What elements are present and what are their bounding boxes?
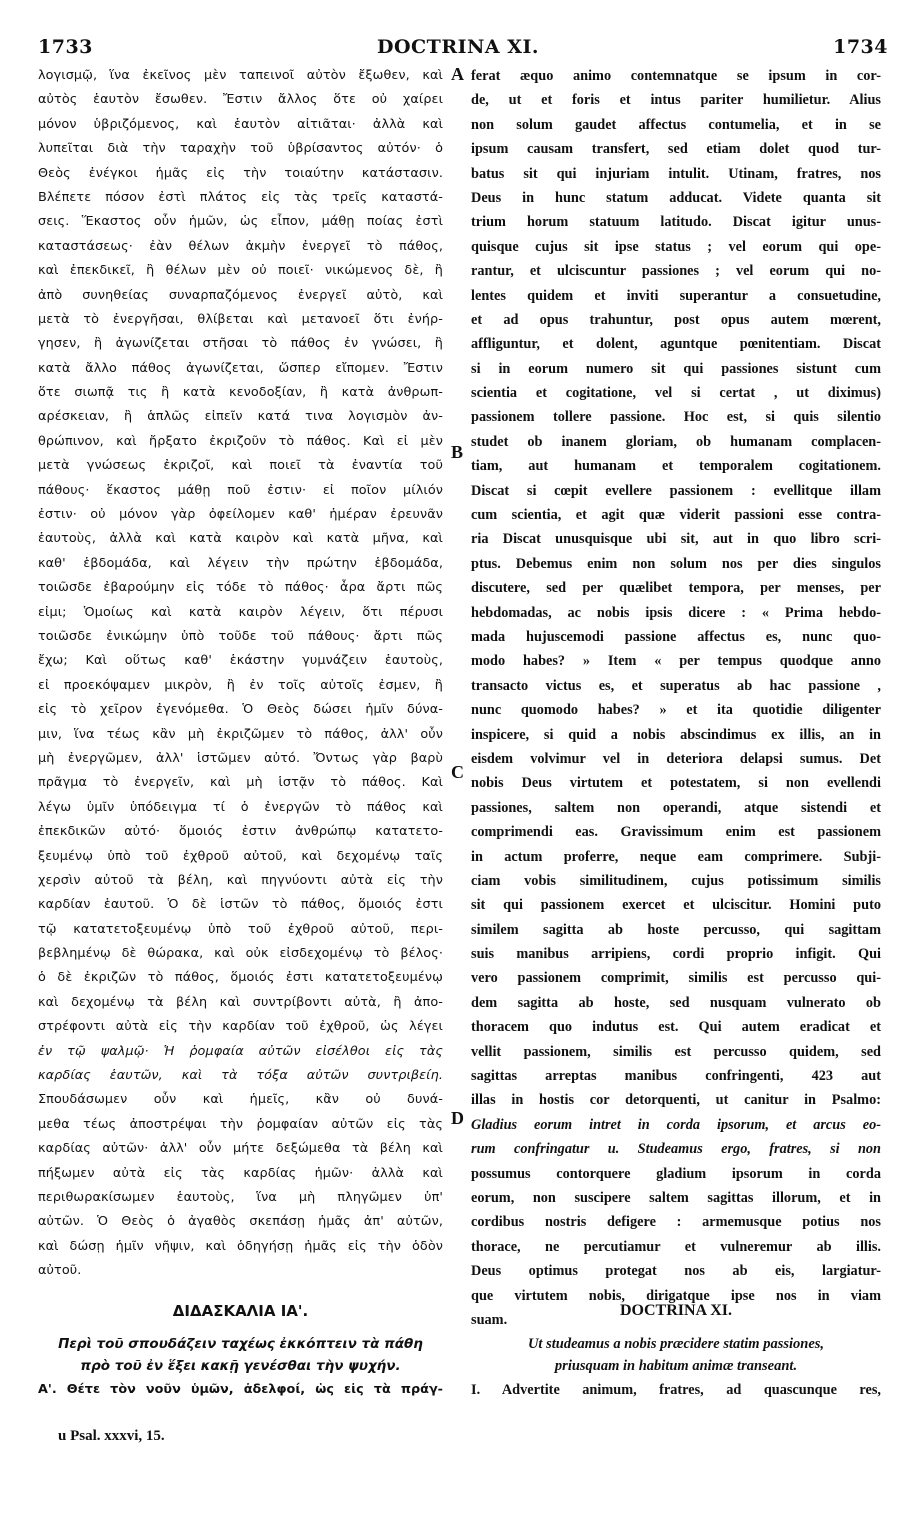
greek-text-line: αὐτοῦ. (38, 1263, 82, 1279)
greek-column (38, 64, 443, 1284)
greek-text-line: σεις. Ἕκαστος οὖν ἡμῶν, ὡς εἶπον, μάθῃ ποίας ἐστὶ (38, 214, 443, 230)
latin-text-line: cordibus nostris defigere : armemusque potius nos (471, 1214, 881, 1231)
greek-text-line: ἐπεκδικῶν αὐτό· ὅμοιός ἐστιν ἀνθρώπῳ κατατετο- (38, 824, 443, 840)
latin-section-title: DOCTRINA XI. (619, 1302, 732, 1319)
greek-section-subtitle-2: πρὸ τοῦ ἐν ἕξει κακῇ γενέσθαι τὴν ψυχήν. (80, 1358, 401, 1374)
latin-text-line: quisque cujus sit ipse status ; vel eorum qui ope- (471, 238, 881, 255)
latin-text-line: similem sagitta ab hoste percusso, qui sagittam (471, 921, 881, 938)
greek-text-line: θρώπινον, καὶ ἤρξατο ἐκριζοῦν τὸ πάθος. Καὶ εἰ μὲν (38, 433, 443, 449)
latin-text-line: thoracem quo indutus est. Qui autem eradicat et (471, 1019, 881, 1036)
latin-text-line: batus sit qui injuriam intulit. Utinam, fratres, nos (471, 165, 881, 182)
latin-text-line: mada hujuscemodi passione affectus es, nunc quo- (471, 628, 881, 645)
latin-text-line: transacto victus es, et superatus ab hac passione , (471, 677, 881, 694)
greek-section-first-line: Α'. Θέτε τὸν νοῦν ὑμῶν, ἀδελφοί, ὡς εἰς τὰ πράγ- (38, 1382, 443, 1397)
greek-text-line: στρέφοντι αὐτὰ εἰς τὴν καρδίαν τοῦ ἐχθροῦ, ὡς λέγει (38, 1019, 443, 1035)
greek-text-line: καρδίας αὐτῶν· ἀλλ' οὖν μήτε δεξώμεθα τὰ βέλη καὶ (38, 1141, 443, 1157)
latin-text-line: comprimendi eas. Gravissimum enim est passionem (471, 824, 881, 841)
latin-text-line: ria Discat unusquisque ubi sit, aut in quo libro scri- (471, 531, 881, 548)
latin-text-line: que virtutem nobis, dirigatque ipse nos in viam (471, 1287, 881, 1304)
greek-text-line: μετὰ γνώσεως ἐκριζοῖ, καὶ ποιεῖ τὰ ἐναντία τοῦ (38, 458, 443, 474)
greek-text-line: πήξωμεν αὐτὰ εἰς τὰς καρδίας ἡμῶν· ἀλλὰ καὶ (38, 1165, 443, 1181)
greek-text-line: χερσὶν αὐτοῦ τὰ βέλη, καὶ πηγνύοντι αὐτὰ εἰς τὴν (38, 872, 443, 888)
greek-text-line: κατὰ ἄλλο πάθος ἀγωνίζεται, ὥσπερ εἴπομεν. Ἔστιν (38, 360, 443, 376)
greek-text-line: μὴ ἐνεργῶμεν, ἀλλ' ἱστῶμεν αὐτό. Ὄντως γὰρ βαρὺ (38, 750, 443, 766)
latin-text-line: rum confringatur u. Studeamus ergo, fratres, si non (471, 1141, 881, 1158)
greek-text-line: ὁ δὲ ἐκριζῶν τὸ πάθος, ὅμοιός ἐστι κατατετοξευμένῳ (38, 970, 443, 986)
latin-text-line: thorace, ne percutiamur et vulneremur ab illis. (471, 1238, 881, 1255)
latin-text-line: suis manibus arripiens, cordi proprio infigit. Qui (471, 946, 881, 963)
greek-section-subtitle-1: Περὶ τοῦ σπουδάζειν ταχέως ἐκκόπτειν τὰ πάθη (58, 1336, 423, 1352)
latin-text-line: non solum gaudet affectus contumelia, et in se (471, 116, 881, 133)
greek-text-line: ἀπὸ συνηθείας συναρπαζόμενος ἐνεργεῖ αὐτὸ, καὶ (38, 287, 443, 303)
latin-text-line: de, ut et foris et intus pariter humilietur. Alius (471, 92, 881, 109)
latin-text-line: ferat æquo animo contemnatque se ipsum in cor- (471, 68, 881, 84)
latin-text-line: modo habes? » Item « per tempus quodque anno (471, 653, 881, 670)
margin-marker-a: A (451, 64, 464, 84)
greek-text-line: καρδίας ἑαυτῶν, καὶ τὰ τόξα αὐτῶν συντριβείη. (38, 1068, 443, 1084)
greek-text-line: ἐν τῷ ψαλμῷ· Ἡ ῥομφαία αὐτῶν εἰσέλθοι εἰς τὰς (38, 1043, 443, 1059)
latin-text-line: ciam vobis similitudinem, cujus potissimum similis (471, 872, 881, 889)
latin-text-line: dem sagitta ab hoste, sed nusquam vulnerato ob (471, 994, 881, 1011)
latin-section-first-line: I. Advertite animum, fratres, ad quascunque res, (471, 1382, 881, 1398)
latin-text-line: inspicere, si quid a nobis abscindimus ex illis, an in (471, 726, 881, 743)
latin-text-line: scientia et cogitatione, vel si certat , ut diximus) (471, 385, 881, 402)
latin-text-line: rantur, et ulciscuntur passiones ; vel eorum qui no- (471, 263, 881, 280)
greek-text-line: αρέσκειαν, ἢ ἁπλῶς εἰπεῖν κατά τινα λογισμὸν ἀν- (38, 409, 443, 425)
greek-text-line: αὐτὸς ἑαυτὸν ἔσωθεν. Ἔστιν ἄλλος ὅτε οὐ χαίρει (38, 92, 443, 108)
greek-text-line: μιν, ἵνα τέως κἂν μὴ ἐκριζῶμεν τὸ πάθος, ἀλλ' οὖν (38, 726, 443, 742)
latin-text-line: Deus optimus protegat nos ab eis, largiatur- (471, 1263, 881, 1280)
latin-text-line: nobis Deus virtutem et potestatem, si non evellendi (471, 775, 881, 792)
greek-text-line: ἔχω; Καὶ οὕτως καθ' ἑκάστην γυμνάζειν ἑαυτοὺς, (38, 653, 443, 669)
greek-text-line: πρᾶγμα τὸ ἐνεργεῖν, καὶ μὴ ἱστᾷν τὸ πάθος. Καὶ (38, 775, 443, 791)
latin-text-line: hebdomadas, ac nobis ipsis dicere : « Prima hebdo- (471, 604, 881, 621)
greek-text-line: περιθωρακίσωμεν ἑαυτοὺς, ἵνα μὴ πληγῶμεν ὑπ' (38, 1189, 443, 1205)
greek-text-line: καὶ δεχομένῳ τὰ βέλη καὶ συντρίβοντι αὐτὰ, ἢ ἀπο- (38, 994, 443, 1010)
latin-text-line: lentes quidem et inviti superantur a consuetudine, (471, 287, 881, 304)
latin-text-line: sit qui passionem exercet et ulciscitur. Homini puto (471, 897, 881, 914)
greek-text-line: πάθους· ἕκαστος μάθῃ ποῦ ἐστιν· εἰ ποῖον μίλιόν (38, 482, 443, 498)
greek-text-line: καὶ δώσῃ ἡμῖν νῆψιν, καὶ ὁδηγήσῃ ἡμᾶς εἰς τὴν ὁδὸν (38, 1238, 443, 1254)
latin-text-line: ipsum causam transfert, sed etiam dolet quod tur- (471, 141, 881, 158)
latin-text-line: ptus. Debemus enim non solum nos per dies singulos (471, 555, 881, 572)
greek-text-line: λέγω ὑμῖν ὑπόδειγμα τί ὁ ἐνεργῶν τὸ πάθος καὶ (38, 799, 443, 815)
greek-text-line: εἰμι; Ὁμοίως καὶ κατὰ καιρὸν λέγειν, ὅτι πέρυσι (38, 604, 443, 620)
greek-text-line: καταστάσεως· ἐὰν θέλων ἀκμὴν ἐνεργεῖ τὸ πάθος, (38, 238, 443, 254)
greek-text-line: ξευμένῳ ὑπὸ τοῦ ἐχθροῦ αὐτοῦ, καὶ δεχομένῳ ταῖς (38, 848, 443, 864)
latin-text-line: et ad opus trahuntur, post opus autem mœrent, (471, 311, 881, 328)
page-number-left: 1733 (38, 36, 93, 58)
greek-text-line: μεθα τέως ἀποστρέψαι τὴν ῥομφαίαν αὐτῶν εἰς τὰς (38, 1116, 443, 1132)
page-number-right: 1734 (833, 36, 888, 58)
greek-text-line: Βλέπετε πόσον ἐστὶ πλάτος εἰς τὰς τρεῖς καταστά- (38, 189, 443, 205)
greek-text-line: τοιῶσδε ἐβαρούμην εἰς τόδε τὸ πάθος· ἆρα ἄρτι πῶς (38, 580, 443, 596)
latin-column (471, 64, 881, 1332)
latin-text-line: cum scientia, et agit quæ viderit passioni esse contra- (471, 507, 881, 524)
greek-text-line: ἐστιν· οὐ μόνον γὰρ ὀφείλομεν καθ' ἡμέραν ἐρευνᾶν (38, 507, 443, 523)
greek-text-line: καθ' ἑβδομάδα, καὶ λέγειν τὴν πρώτην ἑβδομάδα, (38, 555, 443, 571)
latin-text-line: nunc quomodo habes? » et ita quotidie diligenter (471, 702, 881, 719)
greek-text-line: γησεν, ἢ ἀγωνίζεται στῆσαι τὸ πάθος ἐν γνώσει, ἢ (38, 336, 443, 352)
latin-text-line: passiones, saltem non operandi, atque sistendi et (471, 799, 881, 816)
greek-text-line: ἑαυτοὺς, ἀλλὰ καὶ κατὰ καιρὸν καὶ κατὰ μῆνα, καὶ (38, 531, 443, 547)
latin-text-line: trium horum statuum latitudo. Discat igitur unus- (471, 214, 881, 231)
margin-marker-c: C (451, 762, 464, 782)
latin-text-line: affliguntur, et dolent, aguntque pœnitentiam. Discat (471, 336, 881, 353)
latin-section-subtitle-1: Ut studeamus a nobis præcidere statim passiones, (527, 1336, 825, 1352)
latin-text-line: tiam, aut humanam et temporalem cogitationem. (471, 458, 881, 475)
greek-text-line: βεβλημένῳ δὲ θώρακα, καὶ οὐκ εἰσδεχομένῳ τὸ βέλος· (38, 946, 443, 962)
greek-text-line: καρδίαν ἑαυτοῦ. Ὁ δὲ ἱστῶν τὸ πάθος, ὅμοιός ἐστι (38, 897, 443, 913)
margin-marker-b: B (451, 442, 464, 462)
latin-text-line: vellit passionem, similis est percusso quidem, sed (471, 1043, 881, 1060)
greek-text-line: λυπεῖται διὰ τὴν ταραχὴν τοῦ ὑβρίσαντος αὐτόν· ὁ (38, 141, 443, 157)
latin-text-line: studet ob inanem gloriam, ob humanam complacen- (471, 433, 881, 450)
greek-text-line: αὐτῶν. Ὁ Θεὸς ὁ ἀγαθὸς σκεπάσῃ ἡμᾶς ἀπ' αὐτῶν, (38, 1214, 443, 1230)
latin-text-line: eorum, non suscipere saltem sagittas illorum, et in (471, 1189, 881, 1206)
latin-text-line: illas in hostis cor detorquenti, ut canitur in Psalmo: (471, 1092, 881, 1109)
latin-text-line: passionem tollere passione. Hoc est, si quis silentio (471, 409, 881, 426)
latin-text-line: si in eorum numero sit qui passiones sistunt cum (471, 360, 881, 377)
latin-text-line: sagittas arreptas manibus confringenti, 423 aut (471, 1068, 881, 1085)
latin-section-subtitle-2: priusquam in habitum animæ transeant. (554, 1358, 798, 1374)
latin-text-line: eisdem volvimur vel in deteriora delapsi sumus. Det (471, 750, 881, 767)
greek-section-title: ΔΙΔΑΣΚΑΛΙΑ ΙΑ'. (172, 1302, 309, 1320)
latin-text-line: in actum proferre, neque eam comprimere. Subji- (471, 848, 881, 865)
greek-text-line: Σπουδάσωμεν οὖν καὶ ἡμεῖς, κἂν οὐ δυνά- (38, 1092, 443, 1108)
latin-text-line: vero passionem comprimit, similis est percusso qui- (471, 970, 881, 987)
margin-marker-d: D (451, 1108, 464, 1128)
greek-text-line: τῷ κατατετοξευμένῳ ὑπὸ τοῦ ἐχθροῦ αὐτοῦ, περι- (38, 921, 443, 937)
latin-text-line: Gladius eorum intret in corda ipsorum, et arcus eo- (471, 1116, 881, 1133)
latin-text-line: possumus contorquere gladium ipsorum in corda (471, 1165, 881, 1182)
latin-text-line: discutere, sed per quælibet tempora, per menses, per (471, 580, 881, 597)
greek-text-line: εἰς τὸ χεῖρον ἐγενόμεθα. Ὁ Θεὸς δώσει ἡμῖν δύνα- (38, 702, 443, 718)
greek-text-line: μόνον ὑβριζόμενος, καὶ ἑαυτὸν αἰτιᾶται· ἀλλὰ καὶ (38, 116, 443, 132)
latin-text-line: suam. (471, 1311, 508, 1328)
footnote: u Psal. xxxvi, 15. (58, 1428, 165, 1444)
latin-text-line: Discat si cœpit evellere passionem : evellitque illam (471, 482, 881, 499)
greek-text-line: λογισμῷ, ἵνα ἐκεῖνος μὲν ταπεινοῖ αὐτὸν ἔξωθεν, καὶ (38, 68, 443, 83)
greek-text-line: καὶ ἐπεκδικεῖ, ἢ θέλων μὲν οὐ ποιεῖ· νικώμενος δὲ, ἢ (38, 263, 443, 279)
greek-text-line: εἰ προεκόψαμεν μικρὸν, ἢ ἐν τοῖς αὐτοῖς ἐσμεν, ἢ (38, 677, 443, 693)
running-head: DOCTRINA XI. (377, 36, 539, 58)
greek-text-line: μετὰ τὸ ἐνεργῆσαι, θλίβεται καὶ μετανοεῖ ὅτι ἐνήρ- (38, 311, 443, 327)
greek-text-line: ὅτε σιωπᾷ τις ἢ κατὰ κενοδοξίαν, ἢ κατὰ ἀνθρωπ- (38, 385, 443, 401)
latin-text-line: Deus in hunc statum adducat. Videte quanta sit (471, 189, 881, 206)
greek-text-line: Θεὸς ἐνέγκοι ἡμᾶς εἰς τὴν τοιαύτην κατάστασιν. (38, 165, 443, 181)
greek-text-line: τοιῶσδε ἐνικώμην ὑπὸ τοῦδε τοῦ πάθους· ἄρτι πῶς (38, 628, 443, 644)
